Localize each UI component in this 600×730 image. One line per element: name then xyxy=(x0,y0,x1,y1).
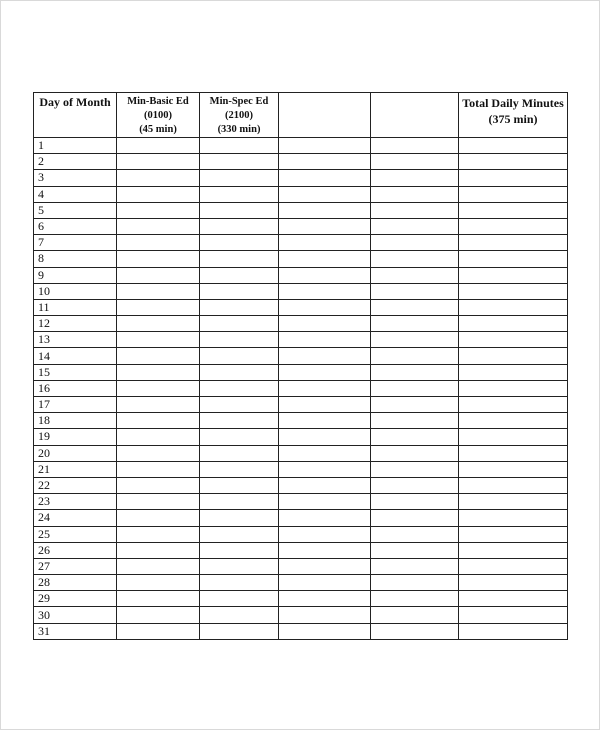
blank-1-cell xyxy=(279,138,371,154)
spec-ed-cell xyxy=(200,445,279,461)
table-row xyxy=(34,332,568,348)
spec-ed-cell xyxy=(200,477,279,493)
basic-ed-cell xyxy=(117,510,200,526)
day-number-cell: 7 xyxy=(34,235,117,251)
day-number-cell: 24 xyxy=(34,510,117,526)
day-number-cell: 28 xyxy=(34,575,117,591)
blank-2-cell xyxy=(371,397,459,413)
basic-ed-cell xyxy=(117,623,200,639)
blank-1-cell xyxy=(279,397,371,413)
table-row xyxy=(34,316,568,332)
total-daily-cell xyxy=(459,332,568,348)
table-row xyxy=(34,429,568,445)
spec-ed-cell xyxy=(200,299,279,315)
header-basic-ed xyxy=(117,93,200,138)
day-number-cell: 5 xyxy=(34,202,117,218)
total-daily-cell xyxy=(459,316,568,332)
table-row xyxy=(34,218,568,234)
blank-2-cell xyxy=(371,477,459,493)
blank-2-cell xyxy=(371,623,459,639)
spec-ed-cell xyxy=(200,154,279,170)
day-number-cell: 9 xyxy=(34,267,117,283)
basic-ed-cell xyxy=(117,348,200,364)
header-spec-ed-minutes: (330 min) xyxy=(217,124,261,135)
blank-2-cell xyxy=(371,267,459,283)
basic-ed-cell xyxy=(117,316,200,332)
blank-2-cell xyxy=(371,510,459,526)
day-number-cell: 4 xyxy=(34,186,117,202)
basic-ed-cell xyxy=(117,170,200,186)
total-daily-cell xyxy=(459,526,568,542)
spec-ed-cell xyxy=(200,251,279,267)
blank-1-cell xyxy=(279,364,371,380)
basic-ed-cell xyxy=(117,558,200,574)
table-row xyxy=(34,364,568,380)
spec-ed-cell xyxy=(200,283,279,299)
basic-ed-cell xyxy=(117,526,200,542)
blank-1-cell xyxy=(279,623,371,639)
day-number-cell: 6 xyxy=(34,218,117,234)
day-number-cell: 17 xyxy=(34,397,117,413)
blank-1-cell xyxy=(279,267,371,283)
day-number-cell: 10 xyxy=(34,283,117,299)
total-daily-cell xyxy=(459,299,568,315)
day-number-cell: 19 xyxy=(34,429,117,445)
total-daily-cell xyxy=(459,623,568,639)
spec-ed-cell xyxy=(200,510,279,526)
spec-ed-cell xyxy=(200,429,279,445)
table-row xyxy=(34,397,568,413)
total-daily-cell xyxy=(459,202,568,218)
table-row xyxy=(34,494,568,510)
blank-2-cell xyxy=(371,364,459,380)
table-row xyxy=(34,591,568,607)
day-number-cell: 21 xyxy=(34,461,117,477)
blank-1-cell xyxy=(279,186,371,202)
blank-1-cell xyxy=(279,607,371,623)
spec-ed-cell xyxy=(200,542,279,558)
day-number-cell: 27 xyxy=(34,558,117,574)
total-daily-cell xyxy=(459,138,568,154)
basic-ed-cell xyxy=(117,299,200,315)
total-daily-cell xyxy=(459,380,568,396)
day-number-cell: 8 xyxy=(34,251,117,267)
table-row xyxy=(34,170,568,186)
table-row xyxy=(34,380,568,396)
total-daily-cell xyxy=(459,607,568,623)
blank-2-cell xyxy=(371,607,459,623)
blank-2-cell xyxy=(371,154,459,170)
blank-1-cell xyxy=(279,380,371,396)
total-daily-cell xyxy=(459,510,568,526)
header-basic-ed-title: Min-Basic Ed xyxy=(127,96,189,107)
total-daily-cell xyxy=(459,154,568,170)
basic-ed-cell xyxy=(117,235,200,251)
blank-2-cell xyxy=(371,218,459,234)
spec-ed-cell xyxy=(200,364,279,380)
table-row xyxy=(34,348,568,364)
total-daily-cell xyxy=(459,364,568,380)
blank-2-cell xyxy=(371,558,459,574)
blank-1-cell xyxy=(279,445,371,461)
blank-2-cell xyxy=(371,332,459,348)
table-row xyxy=(34,461,568,477)
basic-ed-cell xyxy=(117,138,200,154)
spec-ed-cell xyxy=(200,170,279,186)
basic-ed-cell xyxy=(117,429,200,445)
basic-ed-cell xyxy=(117,445,200,461)
blank-2-cell xyxy=(371,348,459,364)
total-daily-cell xyxy=(459,461,568,477)
day-number-cell: 23 xyxy=(34,494,117,510)
blank-2-cell xyxy=(371,316,459,332)
basic-ed-cell xyxy=(117,332,200,348)
total-daily-cell xyxy=(459,170,568,186)
spec-ed-cell xyxy=(200,607,279,623)
table-row xyxy=(34,607,568,623)
blank-1-cell xyxy=(279,510,371,526)
day-number-cell: 16 xyxy=(34,380,117,396)
blank-2-cell xyxy=(371,235,459,251)
table-row xyxy=(34,267,568,283)
spec-ed-cell xyxy=(200,413,279,429)
blank-2-cell xyxy=(371,526,459,542)
basic-ed-cell xyxy=(117,494,200,510)
basic-ed-cell xyxy=(117,397,200,413)
header-basic-ed-minutes: (45 min) xyxy=(139,124,177,135)
table-row xyxy=(34,299,568,315)
blank-1-cell xyxy=(279,235,371,251)
blank-2-cell xyxy=(371,494,459,510)
blank-2-cell xyxy=(371,283,459,299)
spec-ed-cell xyxy=(200,558,279,574)
blank-2-cell xyxy=(371,299,459,315)
day-number-cell: 18 xyxy=(34,413,117,429)
blank-1-cell xyxy=(279,283,371,299)
header-total-daily-minutes-value: (375 min) xyxy=(488,112,538,126)
blank-1-cell xyxy=(279,413,371,429)
header-day-of-month-label: Day of Month xyxy=(39,95,111,109)
basic-ed-cell xyxy=(117,186,200,202)
blank-1-cell xyxy=(279,154,371,170)
table-row xyxy=(34,558,568,574)
day-number-cell: 1 xyxy=(34,138,117,154)
total-daily-cell xyxy=(459,186,568,202)
basic-ed-cell xyxy=(117,202,200,218)
table-row xyxy=(34,251,568,267)
day-number-cell: 29 xyxy=(34,591,117,607)
header-blank-1 xyxy=(279,93,371,138)
blank-2-cell xyxy=(371,429,459,445)
blank-2-cell xyxy=(371,138,459,154)
blank-2-cell xyxy=(371,186,459,202)
spec-ed-cell xyxy=(200,332,279,348)
spec-ed-cell xyxy=(200,218,279,234)
day-number-cell: 3 xyxy=(34,170,117,186)
spec-ed-cell xyxy=(200,267,279,283)
basic-ed-cell xyxy=(117,283,200,299)
header-row xyxy=(34,93,568,138)
header-spec-ed xyxy=(200,93,279,138)
spec-ed-cell xyxy=(200,494,279,510)
table-row xyxy=(34,235,568,251)
total-daily-cell xyxy=(459,494,568,510)
total-daily-cell xyxy=(459,413,568,429)
total-daily-cell xyxy=(459,575,568,591)
day-number-cell: 15 xyxy=(34,364,117,380)
basic-ed-cell xyxy=(117,413,200,429)
spec-ed-cell xyxy=(200,526,279,542)
total-daily-cell xyxy=(459,218,568,234)
basic-ed-cell xyxy=(117,477,200,493)
total-daily-cell xyxy=(459,348,568,364)
blank-1-cell xyxy=(279,332,371,348)
blank-1-cell xyxy=(279,542,371,558)
header-total-daily-minutes xyxy=(459,93,568,138)
table-row xyxy=(34,186,568,202)
table-row xyxy=(34,138,568,154)
basic-ed-cell xyxy=(117,607,200,623)
blank-2-cell xyxy=(371,542,459,558)
total-daily-cell xyxy=(459,477,568,493)
header-total-daily-title: Total Daily Minutes xyxy=(462,96,564,110)
daily-minutes-table xyxy=(33,92,568,640)
blank-1-cell xyxy=(279,477,371,493)
blank-2-cell xyxy=(371,251,459,267)
header-spec-ed-title: Min-Spec Ed xyxy=(209,96,269,107)
blank-2-cell xyxy=(371,445,459,461)
blank-1-cell xyxy=(279,348,371,364)
blank-2-cell xyxy=(371,380,459,396)
blank-1-cell xyxy=(279,218,371,234)
basic-ed-cell xyxy=(117,364,200,380)
spec-ed-cell xyxy=(200,138,279,154)
blank-2-cell xyxy=(371,591,459,607)
spec-ed-cell xyxy=(200,397,279,413)
day-number-cell: 14 xyxy=(34,348,117,364)
blank-1-cell xyxy=(279,316,371,332)
spec-ed-cell xyxy=(200,575,279,591)
day-number-cell: 13 xyxy=(34,332,117,348)
blank-2-cell xyxy=(371,575,459,591)
blank-1-cell xyxy=(279,494,371,510)
spec-ed-cell xyxy=(200,623,279,639)
blank-1-cell xyxy=(279,202,371,218)
table-row xyxy=(34,526,568,542)
basic-ed-cell xyxy=(117,267,200,283)
basic-ed-cell xyxy=(117,461,200,477)
day-number-cell: 25 xyxy=(34,526,117,542)
total-daily-cell xyxy=(459,429,568,445)
spec-ed-cell xyxy=(200,380,279,396)
blank-1-cell xyxy=(279,526,371,542)
table-row xyxy=(34,510,568,526)
table-row xyxy=(34,154,568,170)
day-number-cell: 31 xyxy=(34,623,117,639)
table-row xyxy=(34,202,568,218)
table-row xyxy=(34,477,568,493)
basic-ed-cell xyxy=(117,154,200,170)
spec-ed-cell xyxy=(200,348,279,364)
table-row xyxy=(34,575,568,591)
total-daily-cell xyxy=(459,251,568,267)
blank-1-cell xyxy=(279,429,371,445)
spec-ed-cell xyxy=(200,202,279,218)
day-rows xyxy=(34,138,568,640)
total-daily-cell xyxy=(459,235,568,251)
blank-1-cell xyxy=(279,575,371,591)
table-row xyxy=(34,445,568,461)
blank-2-cell xyxy=(371,170,459,186)
total-daily-cell xyxy=(459,267,568,283)
blank-1-cell xyxy=(279,461,371,477)
spec-ed-cell xyxy=(200,186,279,202)
total-daily-cell xyxy=(459,591,568,607)
day-number-cell: 30 xyxy=(34,607,117,623)
spec-ed-cell xyxy=(200,461,279,477)
basic-ed-cell xyxy=(117,575,200,591)
day-number-cell: 11 xyxy=(34,299,117,315)
basic-ed-cell xyxy=(117,380,200,396)
day-number-cell: 12 xyxy=(34,316,117,332)
basic-ed-cell xyxy=(117,218,200,234)
total-daily-cell xyxy=(459,397,568,413)
basic-ed-cell xyxy=(117,251,200,267)
blank-2-cell xyxy=(371,413,459,429)
total-daily-cell xyxy=(459,445,568,461)
total-daily-cell xyxy=(459,558,568,574)
total-daily-cell xyxy=(459,283,568,299)
blank-1-cell xyxy=(279,170,371,186)
blank-2-cell xyxy=(371,461,459,477)
day-number-cell: 2 xyxy=(34,154,117,170)
basic-ed-cell xyxy=(117,542,200,558)
header-spec-ed-code: (2100) xyxy=(225,110,253,121)
table-row xyxy=(34,413,568,429)
header-blank-2 xyxy=(371,93,459,138)
day-number-cell: 20 xyxy=(34,445,117,461)
blank-1-cell xyxy=(279,558,371,574)
day-number-cell: 26 xyxy=(34,542,117,558)
day-number-cell: 22 xyxy=(34,477,117,493)
blank-1-cell xyxy=(279,591,371,607)
blank-1-cell xyxy=(279,251,371,267)
basic-ed-cell xyxy=(117,591,200,607)
table-row xyxy=(34,623,568,639)
blank-2-cell xyxy=(371,202,459,218)
blank-1-cell xyxy=(279,299,371,315)
header-day-of-month xyxy=(34,93,117,138)
spec-ed-cell xyxy=(200,235,279,251)
table-row xyxy=(34,542,568,558)
header-basic-ed-code: (0100) xyxy=(144,110,172,121)
total-daily-cell xyxy=(459,542,568,558)
table-row xyxy=(34,283,568,299)
spec-ed-cell xyxy=(200,316,279,332)
spec-ed-cell xyxy=(200,591,279,607)
